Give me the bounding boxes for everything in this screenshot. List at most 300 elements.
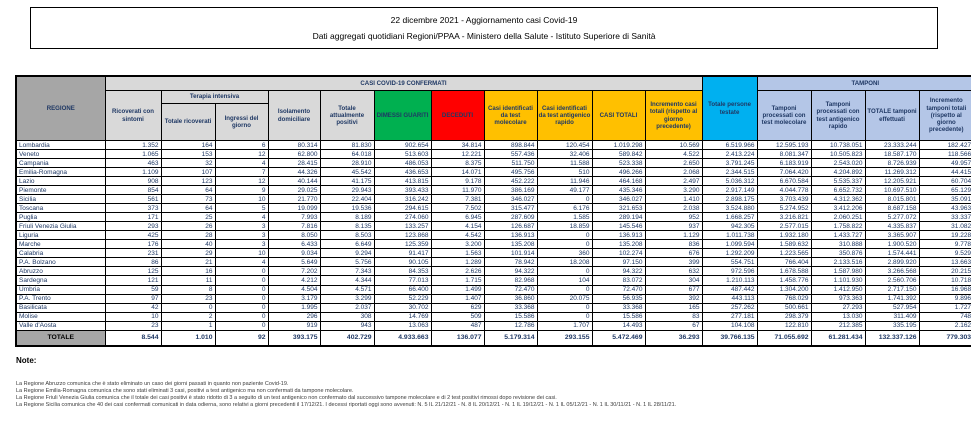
cell-isolamento: 28.415 bbox=[268, 159, 320, 168]
col-header-persone-testate: Totale persone testate bbox=[702, 76, 757, 141]
cell-tamponi_molecolare: 3.216.821 bbox=[757, 213, 811, 222]
cell-casi_totali: 97.150 bbox=[592, 258, 645, 267]
cell-isolamento: 21.770 bbox=[268, 195, 320, 204]
cell-incremento_casi: 304 bbox=[645, 276, 702, 285]
region-name: Sicilia bbox=[16, 195, 105, 204]
cell-totale_tamponi: 11.269.312 bbox=[865, 168, 919, 177]
cell-totale_tamponi: 2.899.920 bbox=[865, 258, 919, 267]
cell-casi_antigenico: 20.075 bbox=[537, 294, 592, 303]
table-row bbox=[16, 231, 971, 240]
region-name: Lazio bbox=[16, 177, 105, 186]
cell-persone_testate: 554.751 bbox=[702, 258, 757, 267]
cell-dimessi_guariti: 91.417 bbox=[374, 249, 431, 258]
cell-tamponi_antigenico: 350.876 bbox=[811, 249, 865, 258]
cell-persone_testate: 277.181 bbox=[702, 312, 757, 321]
cell-casi_molecolare: 78.942 bbox=[484, 258, 537, 267]
cell-tamponi_molecolare: 12.595.193 bbox=[757, 141, 811, 150]
cell-incremento_casi: 2.650 bbox=[645, 159, 702, 168]
cell-totale_tamponi: 18.587.170 bbox=[865, 150, 919, 159]
cell-tamponi_molecolare: 3.703.439 bbox=[757, 195, 811, 204]
cell-tamponi_molecolare: 1.304.200 bbox=[757, 285, 811, 294]
cell-terapia_ingressi: 0 bbox=[215, 276, 268, 285]
cell-dimessi_guariti: 125.359 bbox=[374, 240, 431, 249]
cell-totale_tamponi: 8.015.801 bbox=[865, 195, 919, 204]
cell-casi_antigenico: 0 bbox=[537, 195, 592, 204]
cell-incremento_casi: 2.038 bbox=[645, 204, 702, 213]
bulletin-subtitle: Dati aggregati quotidiani Regioni/PPAA - Ministero della Salute - Istituto Superiore di Sanità bbox=[312, 31, 656, 42]
cell-incremento_casi: 937 bbox=[645, 222, 702, 231]
cell-terapia_ingressi: 4 bbox=[215, 159, 268, 168]
cell-incremento_tamponi: 33.337 bbox=[919, 213, 971, 222]
cell-dimessi_guariti: 413.815 bbox=[374, 177, 431, 186]
cell-totale_tamponi: 527.954 bbox=[865, 303, 919, 312]
cell-terapia_ingressi: 4 bbox=[215, 213, 268, 222]
cell-incremento_tamponi: 44.415 bbox=[919, 168, 971, 177]
cell-casi_totali: 5.472.469 bbox=[592, 330, 645, 346]
cell-terapia_totale: 29 bbox=[161, 249, 215, 258]
cell-dimessi_guariti: 294.615 bbox=[374, 204, 431, 213]
cell-terapia_ingressi: 0 bbox=[215, 285, 268, 294]
cell-incremento_casi: 1.129 bbox=[645, 231, 702, 240]
table-row bbox=[16, 249, 971, 258]
cell-casi_molecolare: 136.913 bbox=[484, 231, 537, 240]
cell-dimessi_guariti: 513.603 bbox=[374, 150, 431, 159]
cell-terapia_ingressi: 3 bbox=[215, 231, 268, 240]
cell-isolamento: 7.202 bbox=[268, 267, 320, 276]
cell-totale_tamponi: 1.900.520 bbox=[865, 240, 919, 249]
region-name: Calabria bbox=[16, 249, 105, 258]
total-row-label: TOTALE bbox=[16, 330, 105, 346]
cell-casi_molecolare: 452.222 bbox=[484, 177, 537, 186]
cell-terapia_totale: 0 bbox=[161, 303, 215, 312]
cell-tamponi_molecolare: 1.589.632 bbox=[757, 240, 811, 249]
cell-terapia_totale: 123 bbox=[161, 177, 215, 186]
cell-isolamento: 8.050 bbox=[268, 231, 320, 240]
cell-isolamento: 1.995 bbox=[268, 303, 320, 312]
cell-casi_totali: 589.842 bbox=[592, 150, 645, 159]
cell-deceduti: 9.178 bbox=[431, 177, 484, 186]
cell-casi_totali: 523.338 bbox=[592, 159, 645, 168]
cell-attualmente_positivi: 4.571 bbox=[320, 285, 374, 294]
cell-ricoverati_sintomi: 373 bbox=[105, 204, 161, 213]
cell-attualmente_positivi: 8.189 bbox=[320, 213, 374, 222]
cell-tamponi_molecolare: 8.081.347 bbox=[757, 150, 811, 159]
cell-terapia_totale: 28 bbox=[161, 231, 215, 240]
col-header-tamponi-antigenico: Tamponi processati con test antigenico rapido bbox=[811, 91, 865, 141]
region-name: Toscana bbox=[16, 204, 105, 213]
cell-isolamento: 3.179 bbox=[268, 294, 320, 303]
cell-incremento_tamponi: 779.303 bbox=[919, 330, 971, 346]
cell-totale_tamponi: 12.205.921 bbox=[865, 177, 919, 186]
cell-terapia_totale: 1.010 bbox=[161, 330, 215, 346]
cell-dimessi_guariti: 4.933.663 bbox=[374, 330, 431, 346]
cell-terapia_totale: 64 bbox=[161, 186, 215, 195]
cell-casi_antigenico: 18.208 bbox=[537, 258, 592, 267]
cell-casi_molecolare: 12.786 bbox=[484, 321, 537, 330]
cell-totale_tamponi: 2.560.706 bbox=[865, 276, 919, 285]
cell-tamponi_antigenico: 3.412.206 bbox=[811, 204, 865, 213]
cell-ricoverati_sintomi: 59 bbox=[105, 285, 161, 294]
cell-incremento_tamponi: 9.529 bbox=[919, 249, 971, 258]
cell-ricoverati_sintomi: 10 bbox=[105, 312, 161, 321]
cell-terapia_ingressi: 0 bbox=[215, 303, 268, 312]
cell-incremento_casi: 67 bbox=[645, 321, 702, 330]
cell-terapia_ingressi: 12 bbox=[215, 150, 268, 159]
cell-incremento_tamponi: 9.778 bbox=[919, 240, 971, 249]
cell-casi_molecolare: 287.609 bbox=[484, 213, 537, 222]
cell-dimessi_guariti: 30.702 bbox=[374, 303, 431, 312]
cell-incremento_tamponi: 31.082 bbox=[919, 222, 971, 231]
cell-incremento_tamponi: 60.704 bbox=[919, 177, 971, 186]
cell-tamponi_molecolare: 71.055.692 bbox=[757, 330, 811, 346]
cell-terapia_totale: 164 bbox=[161, 141, 215, 150]
cell-attualmente_positivi: 3.299 bbox=[320, 294, 374, 303]
cell-tamponi_antigenico: 5.535.337 bbox=[811, 177, 865, 186]
cell-persone_testate: 2.344.515 bbox=[702, 168, 757, 177]
cell-casi_totali: 33.368 bbox=[592, 303, 645, 312]
cell-casi_totali: 289.194 bbox=[592, 213, 645, 222]
cell-isolamento: 919 bbox=[268, 321, 320, 330]
cell-casi_antigenico: 18.859 bbox=[537, 222, 592, 231]
region-name: Marche bbox=[16, 240, 105, 249]
cell-casi_antigenico: 360 bbox=[537, 249, 592, 258]
cell-casi_antigenico: 0 bbox=[537, 303, 592, 312]
cell-isolamento: 29.025 bbox=[268, 186, 320, 195]
table-row bbox=[16, 267, 971, 276]
cell-persone_testate: 2.413.224 bbox=[702, 150, 757, 159]
region-name: Puglia bbox=[16, 213, 105, 222]
cell-attualmente_positivi: 29.943 bbox=[320, 186, 374, 195]
cell-dimessi_guariti: 77.013 bbox=[374, 276, 431, 285]
cell-tamponi_antigenico: 2.060.251 bbox=[811, 213, 865, 222]
table-row bbox=[16, 285, 971, 294]
cell-tamponi_molecolare: 2.577.015 bbox=[757, 222, 811, 231]
cell-casi_molecolare: 72.470 bbox=[484, 285, 537, 294]
cell-ricoverati_sintomi: 97 bbox=[105, 294, 161, 303]
cell-tamponi_antigenico: 10.505.823 bbox=[811, 150, 865, 159]
cell-totale_tamponi: 10.697.510 bbox=[865, 186, 919, 195]
cell-incremento_tamponi: 20.215 bbox=[919, 267, 971, 276]
cell-tamponi_molecolare: 4.044.778 bbox=[757, 186, 811, 195]
cell-incremento_casi: 2.497 bbox=[645, 177, 702, 186]
region-name: P.A. Trento bbox=[16, 294, 105, 303]
cell-casi_molecolare: 898.844 bbox=[484, 141, 537, 150]
cell-casi_totali: 135.208 bbox=[592, 240, 645, 249]
cell-persone_testate: 257.262 bbox=[702, 303, 757, 312]
cell-tamponi_molecolare: 122.810 bbox=[757, 321, 811, 330]
cell-incremento_casi: 399 bbox=[645, 258, 702, 267]
cell-deceduti: 6.945 bbox=[431, 213, 484, 222]
cell-attualmente_positivi: 4.344 bbox=[320, 276, 374, 285]
cell-deceduti: 1.563 bbox=[431, 249, 484, 258]
cell-terapia_ingressi: 10 bbox=[215, 249, 268, 258]
cell-terapia_totale: 2 bbox=[161, 312, 215, 321]
cell-incremento_tamponi: 10.718 bbox=[919, 276, 971, 285]
cell-isolamento: 44.326 bbox=[268, 168, 320, 177]
cell-attualmente_positivi: 41.175 bbox=[320, 177, 374, 186]
table-row bbox=[16, 213, 971, 222]
cell-totale_tamponi: 335.195 bbox=[865, 321, 919, 330]
region-name: Molise bbox=[16, 312, 105, 321]
cell-attualmente_positivi: 45.542 bbox=[320, 168, 374, 177]
region-name: P.A. Bolzano bbox=[16, 258, 105, 267]
table-row bbox=[16, 222, 971, 231]
cell-casi_antigenico: 1.585 bbox=[537, 213, 592, 222]
cell-casi_totali: 102.274 bbox=[592, 249, 645, 258]
cell-totale_tamponi: 8.726.939 bbox=[865, 159, 919, 168]
cell-casi_totali: 1.019.298 bbox=[592, 141, 645, 150]
table-row bbox=[16, 312, 971, 321]
cell-casi_antigenico: 32.406 bbox=[537, 150, 592, 159]
cell-isolamento: 7.816 bbox=[268, 222, 320, 231]
cell-ricoverati_sintomi: 231 bbox=[105, 249, 161, 258]
cell-tamponi_antigenico: 1.412.950 bbox=[811, 285, 865, 294]
cell-isolamento: 5.649 bbox=[268, 258, 320, 267]
cell-tamponi_antigenico: 1.101.930 bbox=[811, 276, 865, 285]
cell-attualmente_positivi: 28.910 bbox=[320, 159, 374, 168]
cell-casi_molecolare: 495.756 bbox=[484, 168, 537, 177]
notes-list bbox=[16, 381, 956, 409]
cell-casi_antigenico: 0 bbox=[537, 231, 592, 240]
cell-casi_antigenico: 0 bbox=[537, 240, 592, 249]
table-row bbox=[16, 276, 971, 285]
region-name: Basilicata bbox=[16, 303, 105, 312]
cell-terapia_ingressi: 10 bbox=[215, 195, 268, 204]
cell-incremento_tamponi: 49.957 bbox=[919, 159, 971, 168]
cell-terapia_ingressi: 4 bbox=[215, 258, 268, 267]
cell-ricoverati_sintomi: 42 bbox=[105, 303, 161, 312]
col-header-casi-molecolare: Casi identificati da test molecolare bbox=[484, 91, 537, 141]
cell-deceduti: 3.200 bbox=[431, 240, 484, 249]
cell-incremento_tamponi: 65.129 bbox=[919, 186, 971, 195]
cell-persone_testate: 487.442 bbox=[702, 285, 757, 294]
cell-totale_tamponi: 1.574.441 bbox=[865, 249, 919, 258]
cell-attualmente_positivi: 402.729 bbox=[320, 330, 374, 346]
cell-deceduti: 2.626 bbox=[431, 267, 484, 276]
cell-persone_testate: 1.668.257 bbox=[702, 213, 757, 222]
region-name: Veneto bbox=[16, 150, 105, 159]
cell-isolamento: 9.034 bbox=[268, 249, 320, 258]
cell-dimessi_guariti: 52.229 bbox=[374, 294, 431, 303]
cell-totale_tamponi: 5.277.072 bbox=[865, 213, 919, 222]
cell-persone_testate: 5.036.312 bbox=[702, 177, 757, 186]
cell-casi_totali: 136.913 bbox=[592, 231, 645, 240]
cell-persone_testate: 942.305 bbox=[702, 222, 757, 231]
cell-casi_antigenico: 120.454 bbox=[537, 141, 592, 150]
cell-totale_tamponi: 132.337.126 bbox=[865, 330, 919, 346]
table-row bbox=[16, 195, 971, 204]
cell-incremento_tamponi: 13.663 bbox=[919, 258, 971, 267]
cell-isolamento: 4.212 bbox=[268, 276, 320, 285]
cell-totale_tamponi: 3.365.907 bbox=[865, 231, 919, 240]
cell-attualmente_positivi: 943 bbox=[320, 321, 374, 330]
cell-tamponi_antigenico: 61.281.434 bbox=[811, 330, 865, 346]
cell-dimessi_guariti: 902.654 bbox=[374, 141, 431, 150]
cell-dimessi_guariti: 123.868 bbox=[374, 231, 431, 240]
cell-tamponi_antigenico: 6.652.732 bbox=[811, 186, 865, 195]
col-header-totale-tamponi: TOTALE tamponi effettuati bbox=[865, 91, 919, 141]
cell-persone_testate: 104.108 bbox=[702, 321, 757, 330]
group-header-casi-confermati: CASI COVID-19 CONFERMATI bbox=[105, 76, 702, 91]
cell-deceduti: 4.542 bbox=[431, 231, 484, 240]
cell-deceduti: 1.499 bbox=[431, 285, 484, 294]
cell-incremento_tamponi: 1.727 bbox=[919, 303, 971, 312]
cell-casi_totali: 14.493 bbox=[592, 321, 645, 330]
cell-terapia_totale: 153 bbox=[161, 150, 215, 159]
cell-terapia_totale: 8 bbox=[161, 285, 215, 294]
cell-tamponi_molecolare: 5.274.952 bbox=[757, 204, 811, 213]
cell-casi_antigenico: 6.176 bbox=[537, 204, 592, 213]
cell-tamponi_antigenico: 4.204.892 bbox=[811, 168, 865, 177]
cell-ricoverati_sintomi: 463 bbox=[105, 159, 161, 168]
cell-terapia_ingressi: 9 bbox=[215, 186, 268, 195]
cell-ricoverati_sintomi: 293 bbox=[105, 222, 161, 231]
cell-tamponi_antigenico: 13.030 bbox=[811, 312, 865, 321]
cell-totale_tamponi: 3.266.568 bbox=[865, 267, 919, 276]
cell-deceduti: 4.154 bbox=[431, 222, 484, 231]
table-row bbox=[16, 168, 971, 177]
cell-incremento_casi: 952 bbox=[645, 213, 702, 222]
region-name: Abruzzo bbox=[16, 267, 105, 276]
cell-attualmente_positivi: 2.037 bbox=[320, 303, 374, 312]
cell-incremento_casi: 676 bbox=[645, 249, 702, 258]
cell-incremento_tamponi: 182.427 bbox=[919, 141, 971, 150]
cell-deceduti: 509 bbox=[431, 312, 484, 321]
table-row bbox=[16, 150, 971, 159]
cell-casi_totali: 464.168 bbox=[592, 177, 645, 186]
cell-tamponi_antigenico: 1.587.980 bbox=[811, 267, 865, 276]
cell-dimessi_guariti: 486.053 bbox=[374, 159, 431, 168]
col-header-totale-ricoverati: Totale ricoverati bbox=[161, 104, 215, 141]
cell-persone_testate: 1.011.738 bbox=[702, 231, 757, 240]
cell-casi_molecolare: 511.750 bbox=[484, 159, 537, 168]
cell-casi_molecolare: 82.968 bbox=[484, 276, 537, 285]
cell-isolamento: 7.993 bbox=[268, 213, 320, 222]
cell-tamponi_molecolare: 1.678.588 bbox=[757, 267, 811, 276]
cell-ricoverati_sintomi: 908 bbox=[105, 177, 161, 186]
cell-incremento_casi: 4.522 bbox=[645, 150, 702, 159]
cell-tamponi_antigenico: 310.888 bbox=[811, 240, 865, 249]
col-header-attualmente-positivi: Totale attualmente positivi bbox=[320, 91, 374, 141]
cell-casi_antigenico: 510 bbox=[537, 168, 592, 177]
cell-incremento_tamponi: 35.091 bbox=[919, 195, 971, 204]
cell-casi_molecolare: 33.368 bbox=[484, 303, 537, 312]
cell-terapia_totale: 1 bbox=[161, 321, 215, 330]
cell-ricoverati_sintomi: 425 bbox=[105, 231, 161, 240]
cell-terapia_ingressi: 3 bbox=[215, 222, 268, 231]
cell-totale_tamponi: 23.333.244 bbox=[865, 141, 919, 150]
region-name: Umbria bbox=[16, 285, 105, 294]
cell-isolamento: 80.314 bbox=[268, 141, 320, 150]
cell-terapia_totale: 11 bbox=[161, 276, 215, 285]
cell-tamponi_molecolare: 298.379 bbox=[757, 312, 811, 321]
cell-ricoverati_sintomi: 8.544 bbox=[105, 330, 161, 346]
cell-ricoverati_sintomi: 1.109 bbox=[105, 168, 161, 177]
cell-terapia_ingressi: 0 bbox=[215, 312, 268, 321]
col-header-casi-antigenico: Casi identificati da test antigenico rapido bbox=[537, 91, 592, 141]
cell-persone_testate: 39.766.135 bbox=[702, 330, 757, 346]
cell-casi_molecolare: 94.322 bbox=[484, 267, 537, 276]
cell-incremento_casi: 836 bbox=[645, 240, 702, 249]
cell-tamponi_antigenico: 973.363 bbox=[811, 294, 865, 303]
note-line: La Regione Friuli Venezia Giulia comunica che il totale dei casi positivi è stato ridotto di 3 a seguito di un test antigenico non confermato dal successivo tampone molecolare e di 2 test positivi rimossi dopo revisione dei casi. bbox=[16, 395, 557, 401]
cell-ricoverati_sintomi: 1.065 bbox=[105, 150, 161, 159]
cell-incremento_tamponi: 16.968 bbox=[919, 285, 971, 294]
cell-persone_testate: 972.596 bbox=[702, 267, 757, 276]
col-header-dimessi-guariti: DIMESSI GUARITI bbox=[374, 91, 431, 141]
cell-totale_tamponi: 2.717.150 bbox=[865, 285, 919, 294]
col-header-ricoverati: Ricoverati con sintomi bbox=[105, 91, 161, 141]
region-name: Valle d'Aosta bbox=[16, 321, 105, 330]
region-name: Piemonte bbox=[16, 186, 105, 195]
cell-deceduti: 136.077 bbox=[431, 330, 484, 346]
cell-casi_totali: 94.322 bbox=[592, 267, 645, 276]
cell-casi_antigenico: 0 bbox=[537, 267, 592, 276]
group-header-terapia-intensiva: Terapia intensiva bbox=[161, 91, 268, 104]
region-name: Liguria bbox=[16, 231, 105, 240]
cell-ricoverati_sintomi: 176 bbox=[105, 240, 161, 249]
cell-isolamento: 6.433 bbox=[268, 240, 320, 249]
cell-casi_antigenico: 11.588 bbox=[537, 159, 592, 168]
col-header-casi-totali: CASI TOTALI bbox=[592, 91, 645, 141]
cell-casi_molecolare: 5.179.314 bbox=[484, 330, 537, 346]
cell-attualmente_positivi: 19.536 bbox=[320, 204, 374, 213]
col-header-incremento-tamponi: Incremento tamponi totali (rispetto al giorno precedente) bbox=[919, 91, 971, 141]
table-row bbox=[16, 321, 971, 330]
cell-tamponi_molecolare: 1.458.776 bbox=[757, 276, 811, 285]
cell-casi_totali: 56.935 bbox=[592, 294, 645, 303]
table-row bbox=[16, 294, 971, 303]
cell-terapia_ingressi: 6 bbox=[215, 141, 268, 150]
cell-tamponi_molecolare: 500.661 bbox=[757, 303, 811, 312]
cell-tamponi_molecolare: 1.223.565 bbox=[757, 249, 811, 258]
table-row bbox=[16, 141, 971, 150]
cell-totale_tamponi: 311.409 bbox=[865, 312, 919, 321]
cell-terapia_totale: 16 bbox=[161, 267, 215, 276]
cell-totale_tamponi: 4.335.837 bbox=[865, 222, 919, 231]
cell-tamponi_molecolare: 6.183.919 bbox=[757, 159, 811, 168]
cell-casi_totali: 496.266 bbox=[592, 168, 645, 177]
cell-incremento_tamponi: 118.566 bbox=[919, 150, 971, 159]
cell-terapia_totale: 40 bbox=[161, 240, 215, 249]
region-name: Emilia-Romagna bbox=[16, 168, 105, 177]
cell-isolamento: 40.144 bbox=[268, 177, 320, 186]
cell-terapia_totale: 25 bbox=[161, 213, 215, 222]
cell-attualmente_positivi: 9.294 bbox=[320, 249, 374, 258]
cell-tamponi_antigenico: 10.738.051 bbox=[811, 141, 865, 150]
cell-deceduti: 629 bbox=[431, 303, 484, 312]
cell-ricoverati_sintomi: 121 bbox=[105, 276, 161, 285]
cell-casi_antigenico: 104 bbox=[537, 276, 592, 285]
table-row bbox=[16, 186, 971, 195]
cell-deceduti: 487 bbox=[431, 321, 484, 330]
cell-dimessi_guariti: 66.400 bbox=[374, 285, 431, 294]
cell-terapia_totale: 26 bbox=[161, 222, 215, 231]
cell-terapia_totale: 23 bbox=[161, 294, 215, 303]
cell-dimessi_guariti: 13.063 bbox=[374, 321, 431, 330]
cell-incremento_casi: 392 bbox=[645, 294, 702, 303]
cell-ricoverati_sintomi: 23 bbox=[105, 321, 161, 330]
region-name: Lombardia bbox=[16, 141, 105, 150]
cell-persone_testate: 1.292.209 bbox=[702, 249, 757, 258]
table-row bbox=[16, 240, 971, 249]
table-row bbox=[16, 159, 971, 168]
cell-persone_testate: 3.791.245 bbox=[702, 159, 757, 168]
cell-totale_tamponi: 1.741.392 bbox=[865, 294, 919, 303]
region-name: Friuli Venezia Giulia bbox=[16, 222, 105, 231]
cell-dimessi_guariti: 14.769 bbox=[374, 312, 431, 321]
group-header-tamponi: TAMPONI bbox=[757, 76, 971, 91]
